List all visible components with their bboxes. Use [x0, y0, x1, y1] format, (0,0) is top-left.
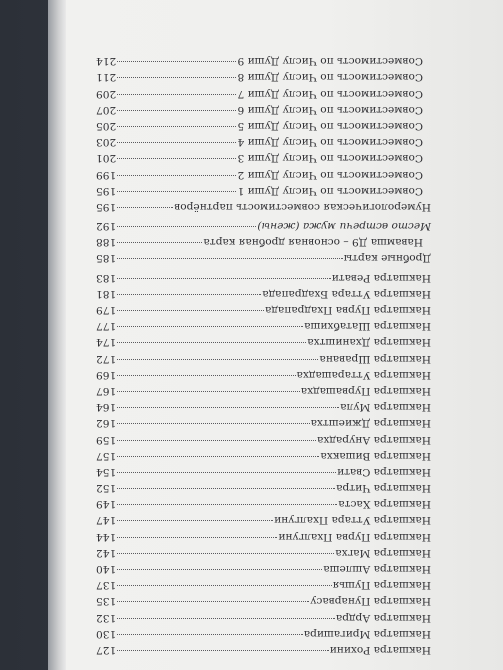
toc-entry	[96, 318, 431, 334]
toc-entry-label: Накшатра Мригашира	[303, 627, 431, 640]
dot-leader	[117, 440, 316, 441]
toc-entry-page-number: 140	[96, 563, 117, 576]
toc-entry	[96, 270, 431, 286]
toc-entry-label: Накшатра Анурадха	[317, 433, 431, 446]
toc-entry-label: Накшатра Ардра	[335, 611, 431, 624]
toc-entry-page-number: 135	[96, 595, 117, 608]
dot-leader	[117, 259, 342, 260]
toc-entry	[96, 415, 431, 431]
toc-entry	[96, 593, 431, 609]
toc-entry-label: Накшатра Вишакха	[320, 449, 431, 462]
toc-entry-page-number: 142	[96, 546, 117, 559]
toc-entry-page-number: 211	[96, 71, 117, 84]
toc-entry	[96, 102, 431, 118]
dot-leader	[117, 207, 173, 208]
toc-entry-label: Накшатра Мула	[340, 401, 431, 414]
toc-entry-label: Место встречи мужа (жены)	[257, 220, 431, 233]
dot-leader	[117, 158, 236, 159]
toc-entry-label: Накшатра Уттарашадха	[296, 368, 431, 381]
dot-leader	[117, 242, 202, 243]
toc-entry-label: Накшатра Шравана	[319, 352, 431, 365]
toc-entry-page-number: 203	[96, 136, 117, 149]
toc-entry-page-number: 132	[96, 611, 117, 624]
toc-entry-page-number: 195	[96, 200, 117, 213]
toc-entry-label: Совместимость по Числу Души 3	[237, 152, 423, 165]
toc-entry	[96, 234, 431, 250]
dot-leader	[117, 456, 319, 457]
dot-leader	[117, 110, 236, 111]
toc-entry-page-number: 144	[96, 530, 117, 543]
toc-entry-page-number: 130	[96, 627, 117, 640]
toc-entry-page-number: 174	[96, 336, 117, 349]
toc-entry-page-number: 183	[96, 271, 117, 284]
toc-entry-label: Накшатра Пурва Пхалгуни	[278, 530, 431, 543]
toc-entry-label: Навамша Д9 – основная дробная карта	[203, 236, 423, 249]
toc-entry-page-number: 192	[96, 220, 117, 233]
toc-entry-label: Дробные карты	[343, 252, 431, 265]
toc-entry	[96, 367, 431, 383]
toc-entry	[96, 512, 431, 528]
toc-entry	[96, 448, 431, 464]
dot-leader	[117, 342, 306, 343]
toc-entry	[96, 577, 431, 593]
dot-leader	[117, 191, 236, 192]
toc-entry-page-number: 169	[96, 368, 117, 381]
toc-entry-page-number: 147	[96, 514, 117, 527]
toc-entry-page-number: 201	[96, 152, 117, 165]
dot-leader	[117, 472, 336, 473]
toc-entry-label: Совместимость по Числу Души 9	[237, 55, 423, 68]
toc-entry-page-number: 167	[96, 385, 117, 397]
dot-leader	[117, 375, 295, 376]
toc-entry	[96, 85, 431, 101]
dot-leader	[117, 650, 328, 651]
toc-entry	[96, 218, 431, 234]
dot-leader	[117, 553, 334, 554]
dot-leader	[117, 407, 339, 408]
toc-entry-label: Накшатра Свати	[337, 465, 431, 478]
toc-entry-page-number: 181	[96, 287, 117, 300]
toc-entry-page-number: 205	[96, 120, 117, 132]
dot-leader	[117, 423, 309, 424]
toc-entry	[96, 199, 431, 215]
toc-entry-page-number: 195	[96, 184, 117, 197]
dot-leader	[117, 488, 335, 489]
toc-entry-label: Накшатра Уттара Пхалгуни	[274, 514, 431, 527]
toc-entry	[96, 545, 431, 561]
book-gutter	[48, 0, 66, 670]
toc-entry-page-number: 209	[96, 87, 117, 100]
toc-entry-label: Накшатра Рохини	[329, 644, 431, 656]
dot-leader	[117, 294, 261, 295]
toc-entry-label: Совместимость по Числу Души 7	[237, 87, 423, 100]
toc-entry-page-number: 162	[96, 417, 117, 430]
toc-entry-page-number: 164	[96, 401, 117, 414]
toc-entry-page-number: 127	[96, 644, 117, 656]
toc-entry	[96, 166, 431, 182]
dot-leader	[117, 77, 236, 78]
toc-entry-label: Накшатра Хаста	[338, 498, 431, 511]
toc-entry-label: Накшатра Пунарвасу	[310, 595, 431, 608]
toc-entry-page-number: 137	[96, 579, 117, 592]
table-of-contents	[96, 30, 431, 658]
toc-entry-page-number: 152	[96, 482, 117, 495]
toc-entry	[96, 302, 431, 318]
toc-entry	[96, 496, 431, 512]
toc-entry	[96, 464, 431, 480]
dot-leader	[117, 601, 309, 602]
toc-entry-label: Накшатра Пурва Пхадрапада	[265, 304, 431, 317]
toc-entry-label: Накшатра Ашлеша	[323, 563, 431, 576]
toc-entry-label: Накшатра Магха	[335, 546, 431, 559]
dot-leader	[117, 61, 236, 62]
toc-entry-page-number: 188	[96, 236, 117, 249]
toc-entry-label: Совместимость по Числу Души 6	[237, 103, 423, 116]
dot-leader	[117, 94, 236, 95]
toc-entry-label: Накшатра Ревати	[331, 271, 431, 284]
toc-entry-page-number: 172	[96, 352, 117, 365]
toc-entry-page-number: 157	[96, 449, 117, 462]
toc-entry	[96, 529, 431, 545]
dot-leader	[117, 585, 331, 586]
toc-entry	[96, 383, 431, 399]
dot-leader	[117, 278, 331, 279]
toc-entry	[96, 399, 431, 415]
toc-entry-label: Накшатра Пушья	[332, 579, 431, 592]
toc-entry-label: Совместимость по Числу Души 8	[237, 71, 423, 84]
toc-entry-page-number: 159	[96, 433, 117, 446]
toc-entry-label: Нумерологическая совместимость партнёров	[174, 200, 431, 213]
toc-entry-page-number: 199	[96, 168, 117, 181]
dot-leader	[117, 310, 264, 311]
toc-entry	[96, 334, 431, 350]
toc-entry-label: Совместимость по Числу Души 1	[237, 184, 423, 197]
dot-leader	[117, 175, 236, 176]
dot-leader	[117, 359, 318, 360]
dot-leader	[117, 504, 337, 505]
dot-leader	[117, 618, 335, 619]
toc-entry	[96, 626, 431, 642]
toc-entry-page-number: 185	[96, 252, 117, 265]
toc-entry-page-number: 154	[96, 465, 117, 478]
toc-entry	[96, 250, 431, 266]
toc-entry-label: Накшатра Дхаништха	[307, 336, 431, 349]
toc-entry	[96, 118, 431, 134]
toc-entry-label: Накшатра Пурвашадха	[300, 385, 431, 397]
dot-leader	[117, 391, 300, 392]
toc-entry-page-number: 179	[96, 304, 117, 317]
toc-entry	[96, 350, 431, 366]
dot-leader	[117, 226, 256, 227]
toc-entry-label: Накшатра Уттара Бхадрапада	[262, 287, 431, 300]
toc-entry	[96, 69, 431, 85]
dot-leader	[117, 326, 303, 327]
toc-entry	[96, 480, 431, 496]
dot-leader	[117, 569, 322, 570]
dot-leader	[117, 521, 273, 522]
toc-entry-label: Совместимость по Числу Души 2	[237, 168, 423, 181]
toc-entry-label: Совместимость по Числу Души 4	[237, 136, 423, 149]
toc-entry	[96, 183, 431, 199]
toc-entry	[96, 134, 431, 150]
toc-entry	[96, 609, 431, 625]
toc-entry	[96, 642, 431, 658]
toc-entry-page-number: 207	[96, 103, 117, 116]
toc-entry-page-number: 149	[96, 498, 117, 511]
toc-entry	[96, 53, 431, 69]
toc-entry-label: Накшатра Джиештха	[310, 417, 431, 430]
toc-entry	[96, 431, 431, 447]
toc-entry-page-number: 214	[96, 55, 117, 68]
toc-entry	[96, 286, 431, 302]
toc-entry	[96, 150, 431, 166]
dot-leader	[117, 126, 236, 127]
toc-entry-label: Накшатра Шатабхиша	[304, 320, 431, 333]
toc-entry-label: Совместимость по Числу Души 5	[237, 120, 423, 132]
toc-entry-label: Накшатра Читра	[336, 482, 431, 495]
dot-leader	[117, 634, 303, 635]
toc-entry	[96, 561, 431, 577]
dot-leader	[117, 142, 236, 143]
dot-leader	[117, 537, 277, 538]
toc-entry-page-number: 177	[96, 320, 117, 333]
